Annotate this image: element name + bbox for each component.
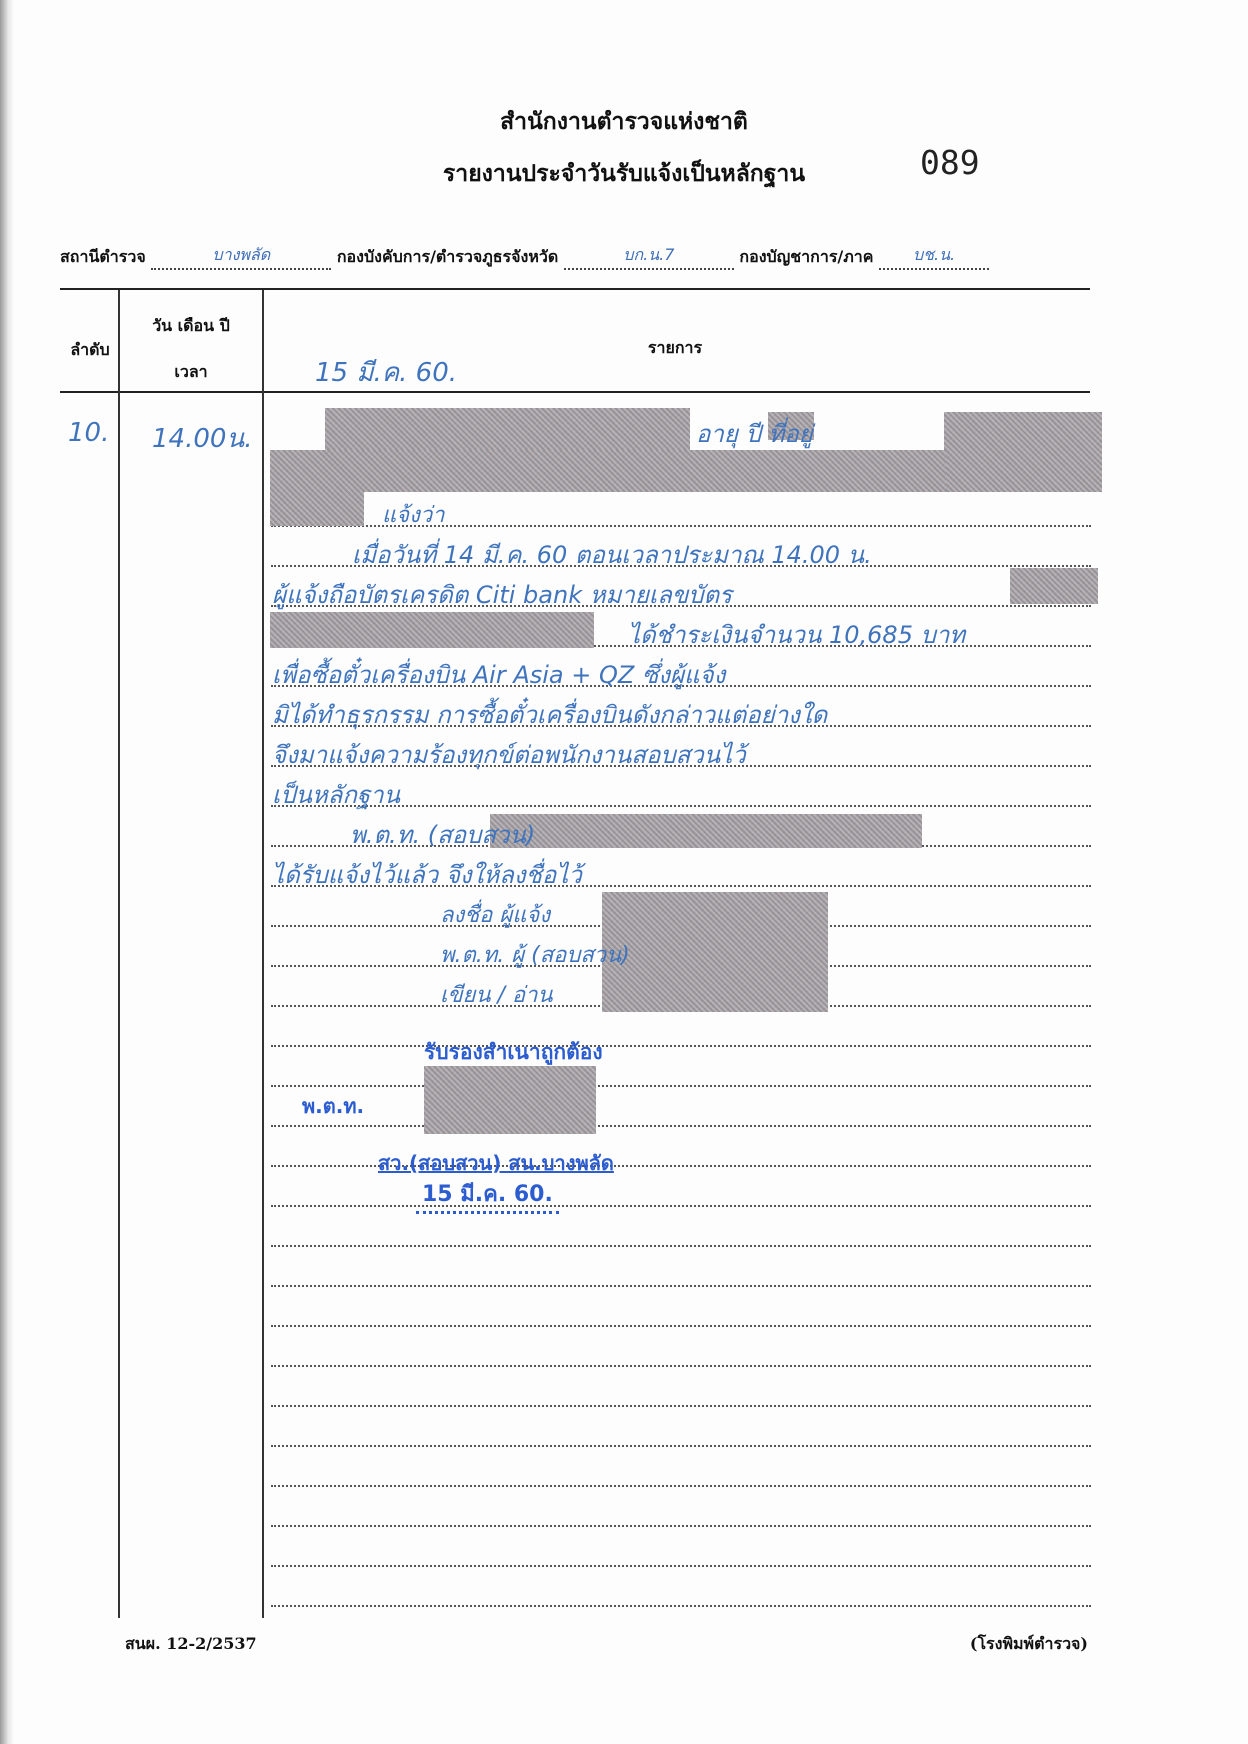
ruled-line <box>271 1525 1091 1527</box>
ruled-line <box>271 1565 1091 1567</box>
command-label: กองบังคับการ/ตำรวจภูธรจังหวัด <box>336 247 559 266</box>
redaction-block <box>325 408 690 450</box>
station-field <box>151 243 331 270</box>
redaction-block <box>490 814 922 848</box>
division-label: กองบัญชาการ/ภาค <box>739 247 874 266</box>
table-header-rule <box>60 391 1090 393</box>
ruled-line <box>271 1045 1091 1047</box>
form-code: สนผ. 12-2/2537 <box>125 1634 257 1653</box>
table-top-rule <box>60 288 1090 290</box>
col-date-header: วัน เดือน ปี <box>152 316 230 335</box>
column-divider-2 <box>262 290 264 1618</box>
ruled-line <box>271 1205 1091 1207</box>
stamp-date: 15 มี.ค. 60. <box>416 1176 559 1214</box>
redaction-block <box>270 492 364 526</box>
ruled-line <box>271 1605 1091 1607</box>
entry-line: พ.ต.ท. ผู้ (สอบสวน) <box>440 943 630 968</box>
entry-line: ได้ชำระเงินจำนวน 10,685 บาท <box>628 621 966 649</box>
station-line <box>60 245 989 272</box>
redaction-block <box>424 1066 596 1134</box>
date-note: 15 มี.ค. 60. <box>315 358 458 388</box>
report-title: รายงานประจำวันรับแจ้งเป็นหลักฐาน <box>442 160 806 187</box>
ruled-line <box>271 1085 1091 1087</box>
redaction-block <box>944 412 1102 492</box>
command-value: บก.น.7 <box>623 245 675 264</box>
command-field <box>564 243 734 270</box>
entry-line: ได้รับแจ้งไว้แล้ว จึงให้ลงชื่อไว้ <box>272 861 582 889</box>
entry-time: 14.00น. <box>152 424 253 454</box>
redaction-block <box>1010 568 1098 604</box>
serial-number: 089 <box>920 143 980 182</box>
column-divider-1 <box>118 290 120 1618</box>
ruled-line <box>271 1485 1091 1487</box>
entry-line: เป็นหลักฐาน <box>272 781 401 809</box>
redaction-block <box>270 612 594 648</box>
redaction-block <box>270 450 946 492</box>
entry-line: พ.ต.ท. (สอบสวน) <box>350 821 536 849</box>
agency-title: สำนักงานตำรวจแห่งชาติ <box>500 108 748 135</box>
entry-line: เพื่อซื้อตั๋วเครื่องบิน Air Asia + QZ ซึ่งผู้แจ้ง <box>272 661 726 689</box>
col-items-header: รายการ <box>647 338 703 357</box>
entry-line: เขียน / อ่าน <box>440 983 553 1008</box>
division-field <box>879 243 989 270</box>
ruled-line <box>271 1245 1091 1247</box>
entry-line: เมื่อวันที่ 14 มี.ค. 60 ตอนเวลาประมาณ 14.00 น. <box>352 541 872 569</box>
station-label: สถานีตำรวจ <box>60 247 146 266</box>
entry-line: แจ้งว่า <box>382 503 445 528</box>
ruled-line <box>271 1285 1091 1287</box>
entry-line: ผู้แจ้งถือบัตรเครดิต Citi bank หมายเลขบัตร <box>272 581 732 609</box>
ruled-line <box>271 1445 1091 1447</box>
entry-line: ลงชื่อ ผู้แจ้ง <box>440 903 551 928</box>
division-value: บช.น. <box>913 245 956 264</box>
stamp-position: สว.(สอบสวน) สน.บางพลัด <box>378 1151 614 1175</box>
stamp-rank: พ.ต.ท. <box>302 1094 365 1118</box>
ruled-line <box>271 1365 1091 1367</box>
station-value: บางพลัด <box>212 245 271 264</box>
ruled-line <box>271 1405 1091 1407</box>
entry-line: อายุ ปี ที่อยู่ <box>696 420 813 448</box>
entry-line: จึงมาแจ้งความร้องทุกข์ต่อพนักงานสอบสวนไว้ <box>272 741 746 769</box>
entry-number: 10. <box>68 418 110 448</box>
scan-edge-shadow <box>0 0 14 1744</box>
certify-stamp: รับรองสำเนาถูกต้อง <box>424 1040 603 1064</box>
printer-note: (โรงพิมพ์ตำรวจ) <box>969 1634 1088 1653</box>
col-no-header: ลำดับ <box>70 340 110 359</box>
redaction-block <box>602 892 828 1012</box>
entry-line: มิได้ทำธุรกรรม การซื้อตั๋วเครื่องบินดังกล่าวแต่อย่างใด <box>272 701 828 729</box>
ruled-line <box>271 1325 1091 1327</box>
ruled-line <box>271 1125 1091 1127</box>
col-time-header: เวลา <box>174 362 208 381</box>
